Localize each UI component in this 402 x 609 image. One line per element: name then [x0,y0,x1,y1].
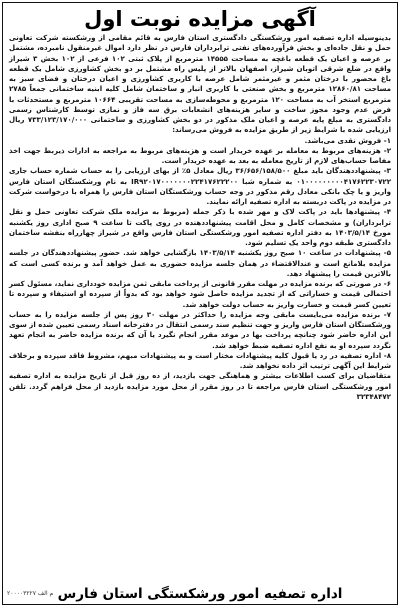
condition-3: ۳- پیشنهاددهندگان باید مبلغ ۳۶/۶۵۶/۱۵۸/۵۰۰ ریال معادل ۵٪ از بهای ارزیابی را به حساب شماره حساب جاری ۰۱۰۰۰۰۰۰۰۰۰۴۱۷۶۲۲۳۰۷۲۲ به شماره شبا IR۹۲۰۱۷۰۰۰۰۰۰۰۲۲۴۱۷۶۲۲۲۰۰ به نام ورشکستگان استان فارس واریز و یا چک بانکی معادل رقم مذکور در وجه حساب ورشکستگان استان فارس را همراه با درخواست شرکت در مزایده در پاکت دربسته به اداره تصفیه ارائه نمایند. [9,166,392,206]
condition-8: ۸- اداره تصفیه در رد یا قبول کلیه پیشنهادات مختار است و به پیشنهادات مبهم، مشروط فاقد سپرده و برخلاف شرایط این آگهی ترتیب اثر داده نخواهد شد. [9,350,391,370]
condition-2: ۲- هزینه‌های مربوط به معامله بر عهده خریدار است و هزینه‌های مربوط به مراجعه به ادارات ذیربط جهت اخذ مفاصا حساب‌های لازم از تاریخ معامله به بعد به عهده خریدار است. [9,145,391,165]
condition-1: ۱- فروش نقدی می‌باشد. [304,135,391,145]
condition-6: ۶- در صورتی که برنده مزایده در مهلت مقرر قانونی از پرداخت مابقی ثمن مزایده خودداری نماید، مسئول کسر احتمالی قیمت و خساراتی که از تجدید مزایده حاصل شود خواهد بود که بدواً از سپرده او استیفاء و سپرده تا تعیین کسر قیمت و خسارت واریز به حساب دولت خواهد شد. [9,279,391,309]
contact-info: متقاضیان برای کسب اطلاعات بیشتر و هماهنگی جهت بازدید، از ده روز قبل از تاریخ مزایده به اداره تصفیه امور ورشکستگی استان فارس مراجعه تا در روز مقرر از محل مورد مزایده بازدید از محل فراهم گردد. تلفن ۳۲۳۴۸۴۷۲ [9,371,391,401]
notice-intro: بدینوسیله اداره تصفیه امور ورشکستگی دادگستری استان فارس به قائم مقامی از ورشکسته شرکت تعاونی حمل و نقل جاده‌ای و بخش فرآورده‌های نفتی ترابرداران فارس در نظر دارد اموال غیرمنقول نامبرده، مشتمل بر عرصه و اعیان یک قطعه باغچه به مساحت ۱۴۵۵۵ مترمربع از پلاک ثبتی ۱۰۲ فرعی از ۱۰۲ بخش ۳ شیراز واقع در ضلع شرقی اتوبان شیراز، اصفهان بالاتر از پلیس راه مشتمل بر دو بخش کشاورزی شامل یک قطعه باغ محصور با درختان مثمر و غیرمثمر شامل عرصه با کاربری کشاورزی و اعیان درختان و فضای سبز به مساحت ۱۲۸۶۰/۸۱ مترمربع و بخش صنعتی با کاربری انبار و ساختمان شامل کلیه ابنیه ساختمانی جمعاً ۲۷۸۵ مترمربع استخر آب به مساحت ۱۲۰ مترمربع و محوطه‌سازی به مساحت تقریبی ۱۰۶۶۴ مترمربع و مستحدثات با فرض عدم وجود مجوز ساخت و سایر هزینه‌های انشعابات برق سه فاز و نمازی توسط کارشناس رسمی دادگستری به مبلغ پایه عرصه و اعیان ملک مذکور در دو بخش کشاورزی و ساختمانی ۷۳۳/۱۲۳/۱۷۰/۰۰۰ ریال ارزیابی شده با شرایط زیر از طریق مزایده به فروش می‌رساند: [9,33,392,135]
notice-frame [2,2,398,605]
notice-code: م الف ۲۰۰۰۰۳۲۲۷ [7,590,54,597]
notice-title: آگهی مزایده نوبت اول [84,7,316,31]
notice-body [3,32,397,402]
condition-7: ۷- برنده مزایده می‌بایست مابقی وجه مزایده را حداکثر در مهلت ۳۰ روز پس از جلسه مزایده را به حساب ورشکستگان استان فارس واریز و جهت تنظیم سند رسمی انتقال در دفترخانه اسناد رسمی تعیین شده از سوی این اداره حاضر شود چنانچه پرداخت بها در موعد مقرر انجام نگیرد یا آن که برنده مزایده حاضر به انجام تعهد نگردد سپرده او به نفع اداره تصفیه ضبط خواهد شد. [9,309,391,350]
notice-signature: اداره تصفیه امور ورشکستگی استان فارس [57,586,343,602]
condition-4: ۴- پیشنهادها باید در پاکت لاک و مهر شده با ذکر جمله (مربوط به مزایده ملک شرکت تعاونی حمل و نقل ترابرداران) و مشخصات کامل و محل اقامت پیشنهاددهنده در روی پاکت تا ساعت ۹ صبح اداری روز یکشنبه مورخ ۱۴۰۳/۵/۱۴ به دفتر اداره تصفیه امور ورشکستگی استان فارس واقع در شیراز چهارراه بنفشه ساختمان دادگستری طبقه دوم واحد یک تسلیم شود. [9,207,391,247]
condition-5: ۵- پیشنهادات در ساعت ۱۰ صبح روز یکشنبه ۱۴۰۳/۵/۱۴ بازگشایی خواهد شد. حضور پیشنهاددهندگان در جلسه مزایده بلامانع است و عندالاقتضاء در همان جلسه مزایده حضوری به عمل خواهد آمد و برنده کسی است که بالاترین قیمت را پیشنهاد دهد. [9,248,391,278]
